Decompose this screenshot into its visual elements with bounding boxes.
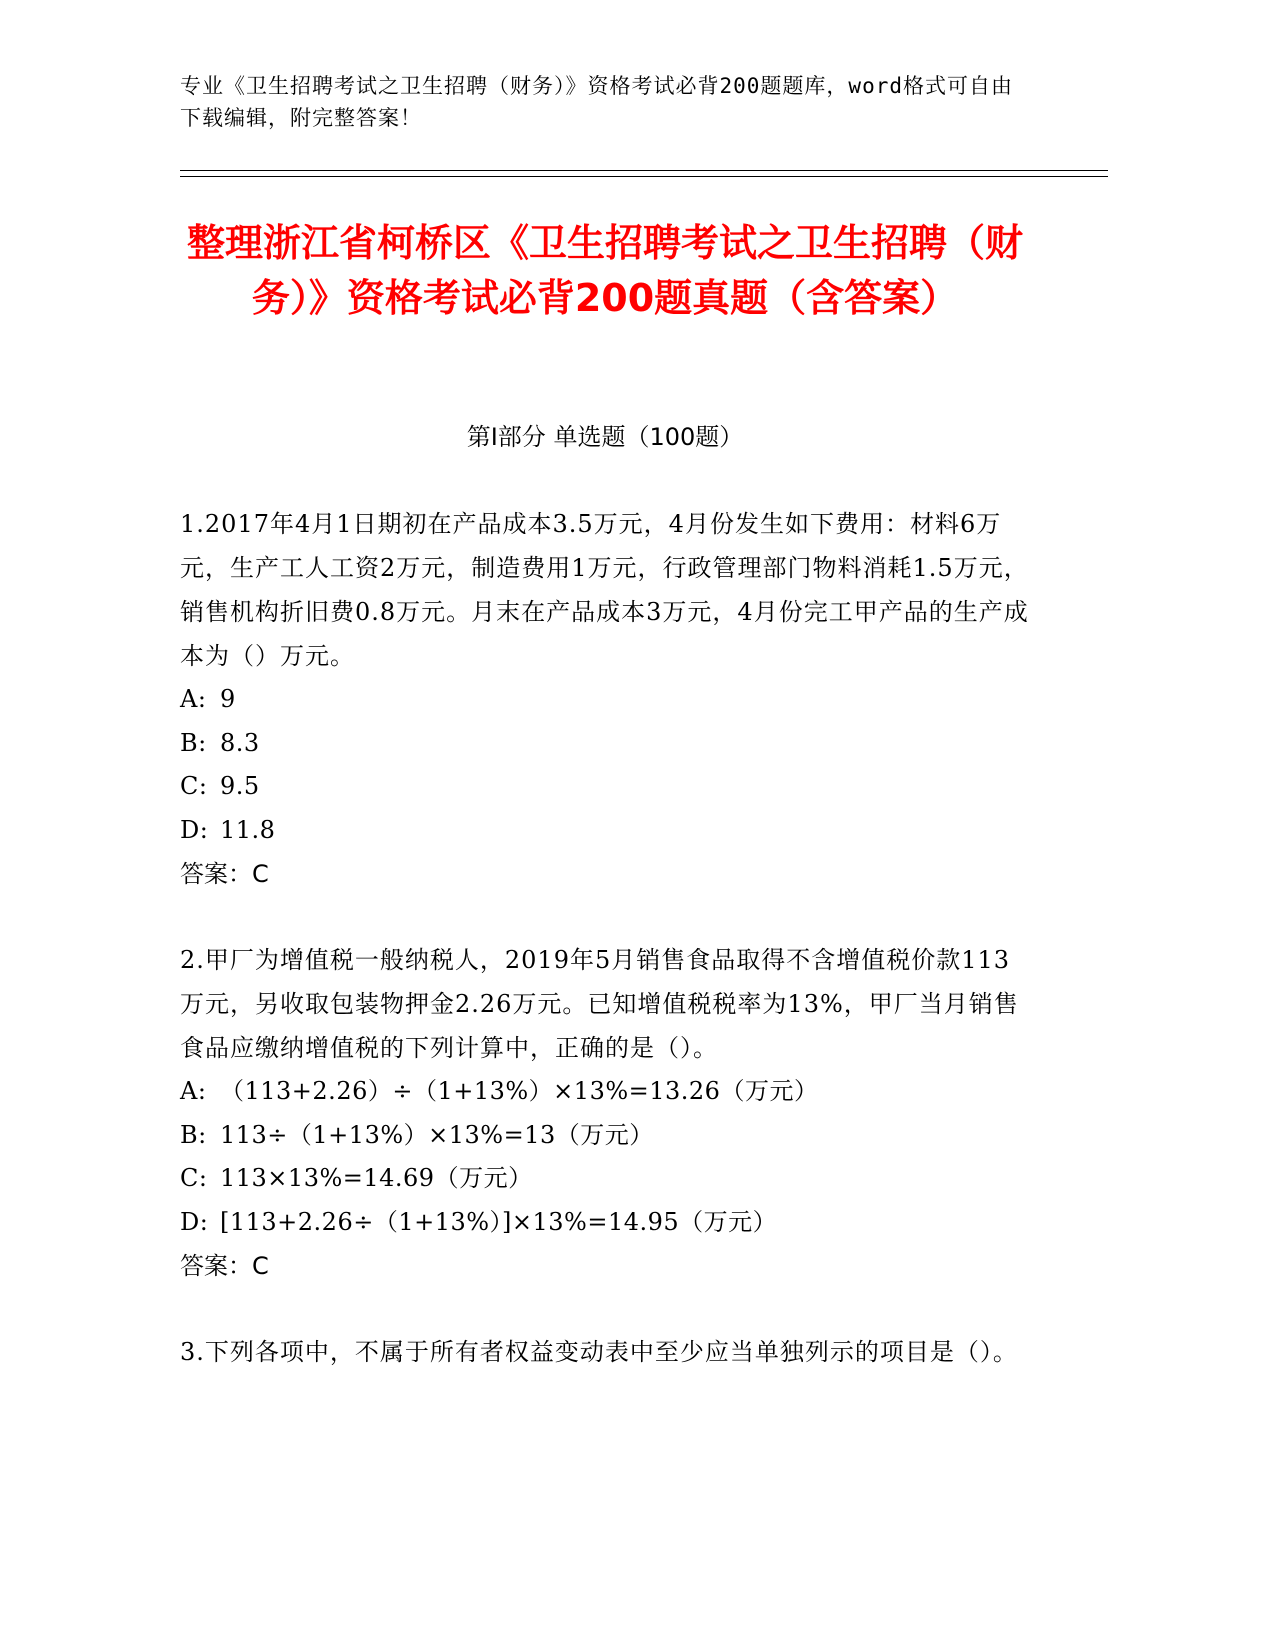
option-label: D: [180,815,209,844]
question-stem: 1.2017年4月1日期初在产品成本3.5万元，4月份发生如下费用：材料6万元，生产工人工资2万元，制造费用1万元，行政管理部门物料消耗1.5万元，销售机构折旧费0.8万元。月末在产品成本3万元，4月份完工甲产品的生产成本为（）万元。 [180,510,1029,670]
option-b [180,722,1030,766]
option-label: B: [180,1120,207,1149]
option-label: B: [180,728,207,757]
option-label: C: [180,772,208,800]
question-1 [180,502,1030,896]
section-title: 第Ⅰ部分 单选题（100题） [466,423,744,451]
option-text: 113×13%=14.69（万元） [220,1164,533,1192]
option-d [180,1201,1030,1245]
question-stem: 2.甲厂为增值税一般纳税人，2019年5月销售食品取得不含增值税价款113万元，另收取包装物押金2.26万元。已知增值税税率为13%，甲厂当月销售食品应缴纳增值税的下列计算中，正确的是（）。 [180,946,1019,1062]
option-c [180,765,1030,809]
option-label: A: [180,685,207,713]
option-a [180,678,1030,722]
option-text: [113+2.26÷（1+13%）]×13%=14.95（万元） [220,1207,778,1236]
option-b [180,1114,1030,1158]
option-c [180,1157,1030,1201]
answer-line: 答案：C [180,1252,269,1280]
option-label: A: [180,1077,207,1105]
option-text: 113÷（1+13%）×13%=13（万元） [220,1120,654,1149]
question-stem: 3.下列各项中，不属于所有者权益变动表中至少应当单独列示的项目是（）。 [180,1338,1018,1366]
option-d [180,809,1030,853]
document-title: 整理浙江省柯桥区《卫生招聘考试之卫生招聘（财务）》资格考试必背200题真题（含答案） [186,221,1023,320]
header-divider-bottom [180,176,1108,177]
option-text: 8.3 [220,728,260,757]
option-text: 11.8 [220,815,276,844]
option-text: 9.5 [220,772,260,800]
answer-line: 答案：C [180,860,269,888]
option-text: 9 [220,685,236,713]
question-2 [180,938,1030,1288]
option-label: C: [180,1164,208,1192]
option-a [180,1070,1030,1114]
option-text: （113+2.26）÷（1+13%）×13%=13.26（万元） [220,1077,819,1105]
question-3 [180,1330,1030,1374]
option-label: D: [180,1207,209,1236]
header-note: 专业《卫生招聘考试之卫生招聘（财务）》资格考试必背200题题库，word格式可自由下载编辑，附完整答案！ [180,74,1013,130]
header-divider-top [180,170,1108,171]
